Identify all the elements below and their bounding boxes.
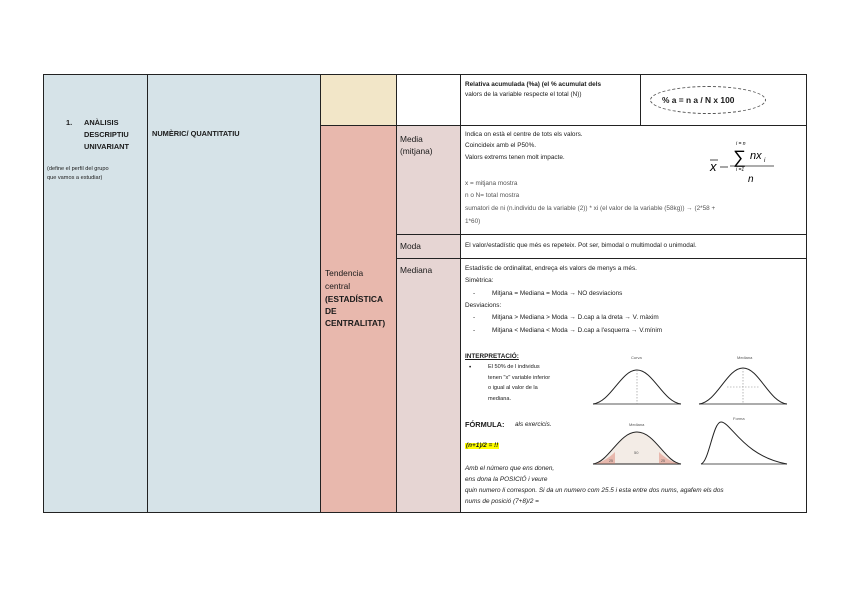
dash-1: -	[473, 290, 476, 297]
svg-text:i: i	[764, 158, 766, 164]
relativa-line2: valors de la variable respecte el total (N))	[465, 91, 582, 98]
col4-top-cell	[396, 74, 461, 126]
media-label-line1: Media	[400, 134, 423, 144]
tendencia-line3: (ESTADÍSTICA	[325, 294, 384, 304]
formula-note: als exercicis.	[515, 421, 552, 428]
interp-line3: o igual al valor de la	[488, 385, 538, 391]
svg-text:25: 25	[661, 459, 665, 463]
media-desc-2: Coincideix amb el P50%.	[465, 142, 537, 149]
mean-formula-image	[708, 137, 798, 187]
final-line1: Amb el número que ens donen,	[465, 465, 555, 472]
relativa-line1: Relativa acumulada (%a) (el % acumulat dels	[465, 81, 602, 88]
svg-text:i =1: i =1	[736, 167, 745, 173]
heading-line3: UNIVARIANT	[84, 142, 130, 151]
svg-text:Forma: Forma	[733, 416, 745, 421]
median-area-image	[591, 418, 683, 468]
mediana-desc-2: Simètrica:	[465, 277, 494, 284]
media-desc-3: Valors extrems tenen molt impacte.	[465, 154, 565, 161]
mediana-label: Mediana	[400, 265, 433, 275]
mediana-desc-4: Desviacions:	[465, 302, 502, 309]
dash-3: -	[473, 327, 476, 334]
col1-note-line1: (define el perfil del grupo	[47, 166, 109, 172]
percent-formula: % a = n a / N x 100	[662, 95, 735, 105]
formula-expression: (n+1)/2 = !!	[466, 442, 499, 449]
mediana-desc-5: Mitjana > Mediana > Moda → D.cap a la dreta → V. màxim	[492, 314, 659, 321]
final-line3: quin numero li correspon. Si da un numero com 25.5 i esta entre dos nums, agafem els dos	[465, 487, 724, 494]
tendencia-line5: CENTRALITAT)	[325, 318, 386, 328]
moda-label: Moda	[400, 241, 421, 251]
tendencia-line2: central	[325, 281, 351, 291]
svg-text:Mediana: Mediana	[629, 422, 645, 427]
media-label-line2: (mitjana)	[400, 146, 433, 156]
formula-title: FÓRMULA:	[465, 420, 505, 429]
svg-text:Curva: Curva	[631, 355, 642, 360]
svg-text:25: 25	[609, 459, 613, 463]
heading-line1: ANÀLISIS	[84, 118, 119, 127]
skewed-curve-image	[697, 352, 789, 408]
interpretacio-title: INTERPRETACIÓ:	[465, 353, 519, 360]
mediana-desc-3: Mitjana = Mediana = Moda → NO desviacions	[492, 290, 623, 297]
symmetric-curve-image	[591, 352, 683, 408]
col3-top-cell	[320, 74, 397, 126]
svg-text:x: x	[710, 159, 717, 174]
media-desc-4: x = mitjana mostra	[465, 180, 518, 187]
tendencia-line1: Tendencia	[325, 268, 364, 278]
col1-cell	[43, 74, 148, 513]
heading-number: 1.	[66, 118, 73, 127]
tendencia-line4: DE	[325, 306, 337, 316]
mediana-desc-1: Estadístic de ordinalitat, endreça els valors de menys a més.	[465, 265, 637, 272]
dash-2: -	[473, 314, 476, 321]
col2-cell	[147, 74, 321, 513]
interp-line4: mediana.	[488, 396, 512, 402]
svg-text:i = n: i = n	[736, 141, 746, 147]
svg-text:∑: ∑	[733, 147, 746, 167]
media-desc-6: sumatori de ni (n.individu de la variable (2)) * xi (el valor de la variable (58kg)) → (2*58 +	[465, 205, 716, 212]
moda-desc: El valor/estadístic que més es repeteix. Pot ser, bimodal o multimodal o unimodal.	[465, 242, 697, 249]
svg-text:Mediana: Mediana	[737, 355, 753, 360]
right-skew-curve-image	[697, 412, 789, 468]
final-line4: nums de posició (7+8)/2 =	[465, 498, 539, 505]
interp-line1: El 50% de l individus	[488, 364, 540, 370]
svg-text:nx: nx	[750, 150, 762, 162]
variable-type-label: NUMÈRIC/ QUANTITATIU	[152, 129, 240, 138]
svg-text:n: n	[748, 174, 754, 185]
interp-line2: tenen "x" variable inferior	[488, 375, 551, 381]
media-desc-5: n o N= total mostra	[465, 192, 520, 199]
media-desc-7: 1*60)	[465, 218, 481, 225]
mediana-desc-6: Mitjana < Mediana < Moda → D.cap a l'esquerra → V.mínim	[492, 327, 663, 334]
final-line2: ens dona la POSICIÓ i veure	[465, 476, 548, 483]
bullet: •	[469, 364, 472, 371]
col1-note-line2: que vamos a estudiar)	[47, 175, 103, 181]
media-desc-1: Indica on està el centre de tots els valors.	[465, 131, 583, 138]
heading-line2: DESCRIPTIU	[84, 130, 129, 139]
svg-text:50: 50	[634, 450, 639, 455]
col4-mediana-cell	[396, 258, 461, 513]
